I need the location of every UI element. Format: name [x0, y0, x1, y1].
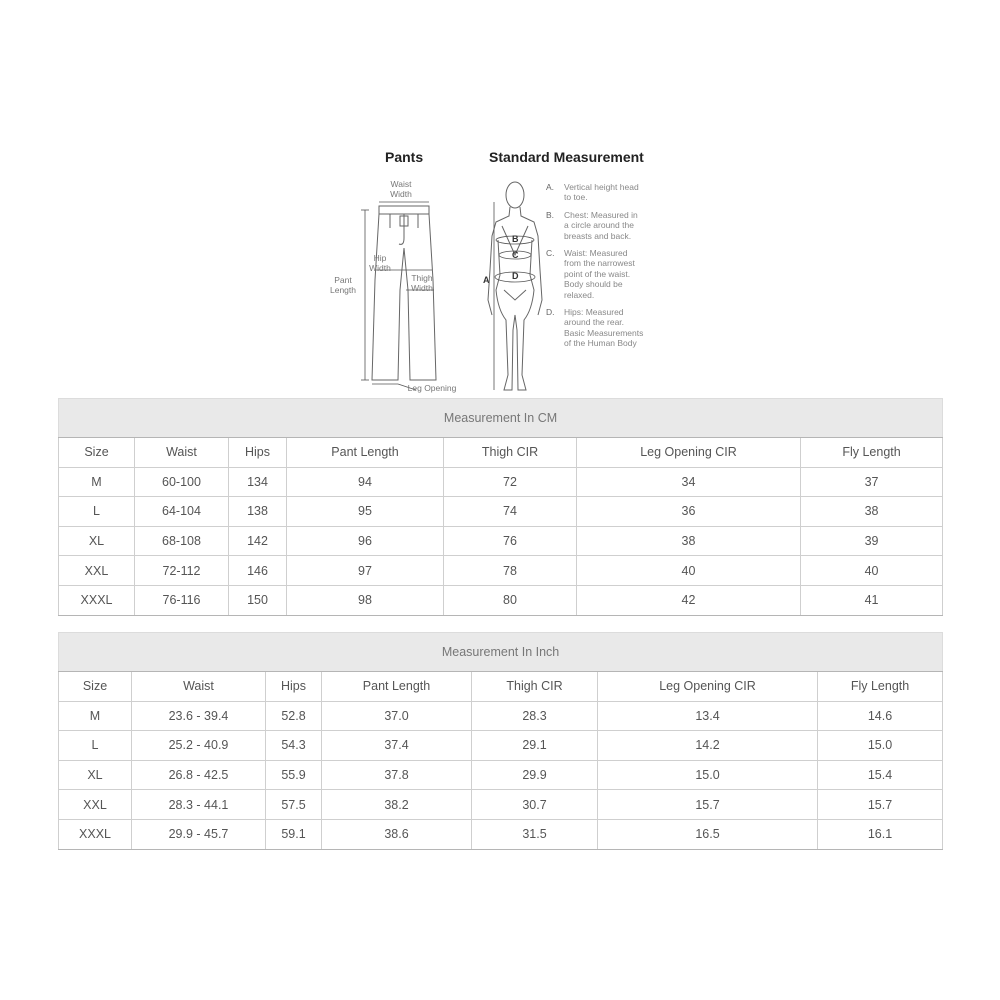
table-cell: 23.6 - 39.4 — [132, 701, 266, 731]
note-letter: C. — [546, 248, 555, 259]
table-cell: 39 — [801, 526, 943, 556]
table-cell: L — [59, 731, 132, 761]
note-d — [546, 307, 676, 349]
header-row — [59, 672, 943, 702]
table-cell: XXXL — [59, 819, 132, 849]
table-cell: 60-100 — [135, 467, 229, 497]
table-cell: 36 — [577, 497, 801, 527]
table-row — [59, 731, 943, 761]
table-cell: 37.4 — [322, 731, 472, 761]
table-cell: 72 — [444, 467, 577, 497]
note-letter: A. — [546, 182, 555, 192]
table-cell: 72-112 — [135, 556, 229, 586]
table-cell: 15.0 — [818, 731, 943, 761]
table-row — [59, 819, 943, 849]
table-cell: 28.3 - 44.1 — [132, 790, 266, 820]
column-header: Thigh CIR — [444, 438, 577, 468]
table-cell: 76 — [444, 526, 577, 556]
standard-measurement-title: Standard Measurement — [489, 149, 644, 165]
table-cell: M — [59, 701, 132, 731]
table-cell: 40 — [801, 556, 943, 586]
table-cell: 15.0 — [598, 760, 818, 790]
table-row — [59, 585, 943, 615]
note-a — [546, 182, 676, 203]
table-cell: XXL — [59, 790, 132, 820]
table-cell: 16.1 — [818, 819, 943, 849]
table-cell: 38 — [801, 497, 943, 527]
marker-b: B — [512, 234, 519, 244]
table-cell: 95 — [287, 497, 444, 527]
table-cell: XXXL — [59, 585, 135, 615]
note-letter: D. — [546, 307, 555, 318]
table-cell: 80 — [444, 585, 577, 615]
table-row — [59, 526, 943, 556]
table-cell: 29.1 — [472, 731, 598, 761]
header-row — [59, 438, 943, 468]
table-cell: 38.2 — [322, 790, 472, 820]
table-cell: 76-116 — [135, 585, 229, 615]
table-cell: 98 — [287, 585, 444, 615]
column-header: Pant Length — [287, 438, 444, 468]
table-cell: 42 — [577, 585, 801, 615]
table-row — [59, 701, 943, 731]
table-cell: 41 — [801, 585, 943, 615]
column-header: Fly Length — [818, 672, 943, 702]
pant-length-label: Pant Length — [330, 275, 356, 295]
table-cell: 138 — [229, 497, 287, 527]
thigh-width-label: Thigh Width — [411, 273, 433, 293]
table-cell: 29.9 — [472, 760, 598, 790]
table-cell: 96 — [287, 526, 444, 556]
table-cell: 37.0 — [322, 701, 472, 731]
table-row — [59, 760, 943, 790]
table-cell: 38.6 — [322, 819, 472, 849]
column-header: Waist — [135, 438, 229, 468]
table-cell: 13.4 — [598, 701, 818, 731]
table-cell: XL — [59, 526, 135, 556]
column-header: Waist — [132, 672, 266, 702]
column-header: Fly Length — [801, 438, 943, 468]
table-cell: 29.9 - 45.7 — [132, 819, 266, 849]
table-row — [59, 556, 943, 586]
note-text: Waist: Measured from the narrowest point of the waist. Body should be relaxed. — [564, 248, 635, 300]
measurement-notes — [546, 182, 676, 356]
table-cell: 34 — [577, 467, 801, 497]
table-cell: 16.5 — [598, 819, 818, 849]
table-cell: 15.7 — [818, 790, 943, 820]
table-cell: 142 — [229, 526, 287, 556]
table-cell: 15.4 — [818, 760, 943, 790]
column-header: Leg Opening CIR — [598, 672, 818, 702]
marker-d: D — [512, 271, 519, 281]
measurement-cm-table — [58, 398, 942, 616]
note-text: Chest: Measured in a circle around the breasts and back. — [564, 209, 638, 241]
table-cell: M — [59, 467, 135, 497]
table-cell: 64-104 — [135, 497, 229, 527]
table-cell: 68-108 — [135, 526, 229, 556]
table-cell: 134 — [229, 467, 287, 497]
note-text: Hips: Measured around the rear. Basic Measurements of the Human Body — [564, 307, 644, 349]
column-header: Pant Length — [322, 672, 472, 702]
table-cell: 26.8 - 42.5 — [132, 760, 266, 790]
table-cell: 146 — [229, 556, 287, 586]
table-row — [59, 790, 943, 820]
note-b — [546, 210, 676, 241]
column-header: Size — [59, 672, 132, 702]
column-header: Thigh CIR — [472, 672, 598, 702]
table-cell: XXL — [59, 556, 135, 586]
note-letter: B. — [546, 209, 555, 220]
table-cell: XL — [59, 760, 132, 790]
marker-a: A — [483, 275, 490, 285]
table-cell: 15.7 — [598, 790, 818, 820]
table-cell: 94 — [287, 467, 444, 497]
table-title: Measurement In Inch — [59, 633, 943, 672]
table-cell: 55.9 — [266, 760, 322, 790]
note-c — [546, 248, 676, 300]
pants-title: Pants — [385, 149, 424, 165]
table-cell: 28.3 — [472, 701, 598, 731]
table-cell: 150 — [229, 585, 287, 615]
size-diagram — [320, 140, 680, 402]
column-header: Leg Opening CIR — [577, 438, 801, 468]
waist-width-label: Waist Width — [390, 179, 412, 199]
column-header: Size — [59, 438, 135, 468]
table-cell: 52.8 — [266, 701, 322, 731]
table-cell: 30.7 — [472, 790, 598, 820]
table-cell: 37 — [801, 467, 943, 497]
table-cell: 74 — [444, 497, 577, 527]
table-cell: 97 — [287, 556, 444, 586]
table-cell: 31.5 — [472, 819, 598, 849]
table-row — [59, 497, 943, 527]
measurement-inch-table — [58, 632, 942, 850]
table-row — [59, 467, 943, 497]
column-header: Hips — [229, 438, 287, 468]
table-cell: 54.3 — [266, 731, 322, 761]
table-cell: 78 — [444, 556, 577, 586]
leg-opening-label: Leg Opening — [407, 383, 457, 393]
marker-c: C — [512, 250, 519, 260]
column-header: Hips — [266, 672, 322, 702]
table-cell: 14.6 — [818, 701, 943, 731]
table-cell: 14.2 — [598, 731, 818, 761]
table-cell: 38 — [577, 526, 801, 556]
table-cell: 57.5 — [266, 790, 322, 820]
table-cell: 59.1 — [266, 819, 322, 849]
table-cell: 40 — [577, 556, 801, 586]
table-title: Measurement In CM — [59, 399, 943, 438]
table-cell: 37.8 — [322, 760, 472, 790]
hip-width-label: Hip Width — [369, 253, 391, 273]
table-cell: 25.2 - 40.9 — [132, 731, 266, 761]
note-text: Vertical height head to toe. — [564, 182, 639, 203]
table-cell: L — [59, 497, 135, 527]
